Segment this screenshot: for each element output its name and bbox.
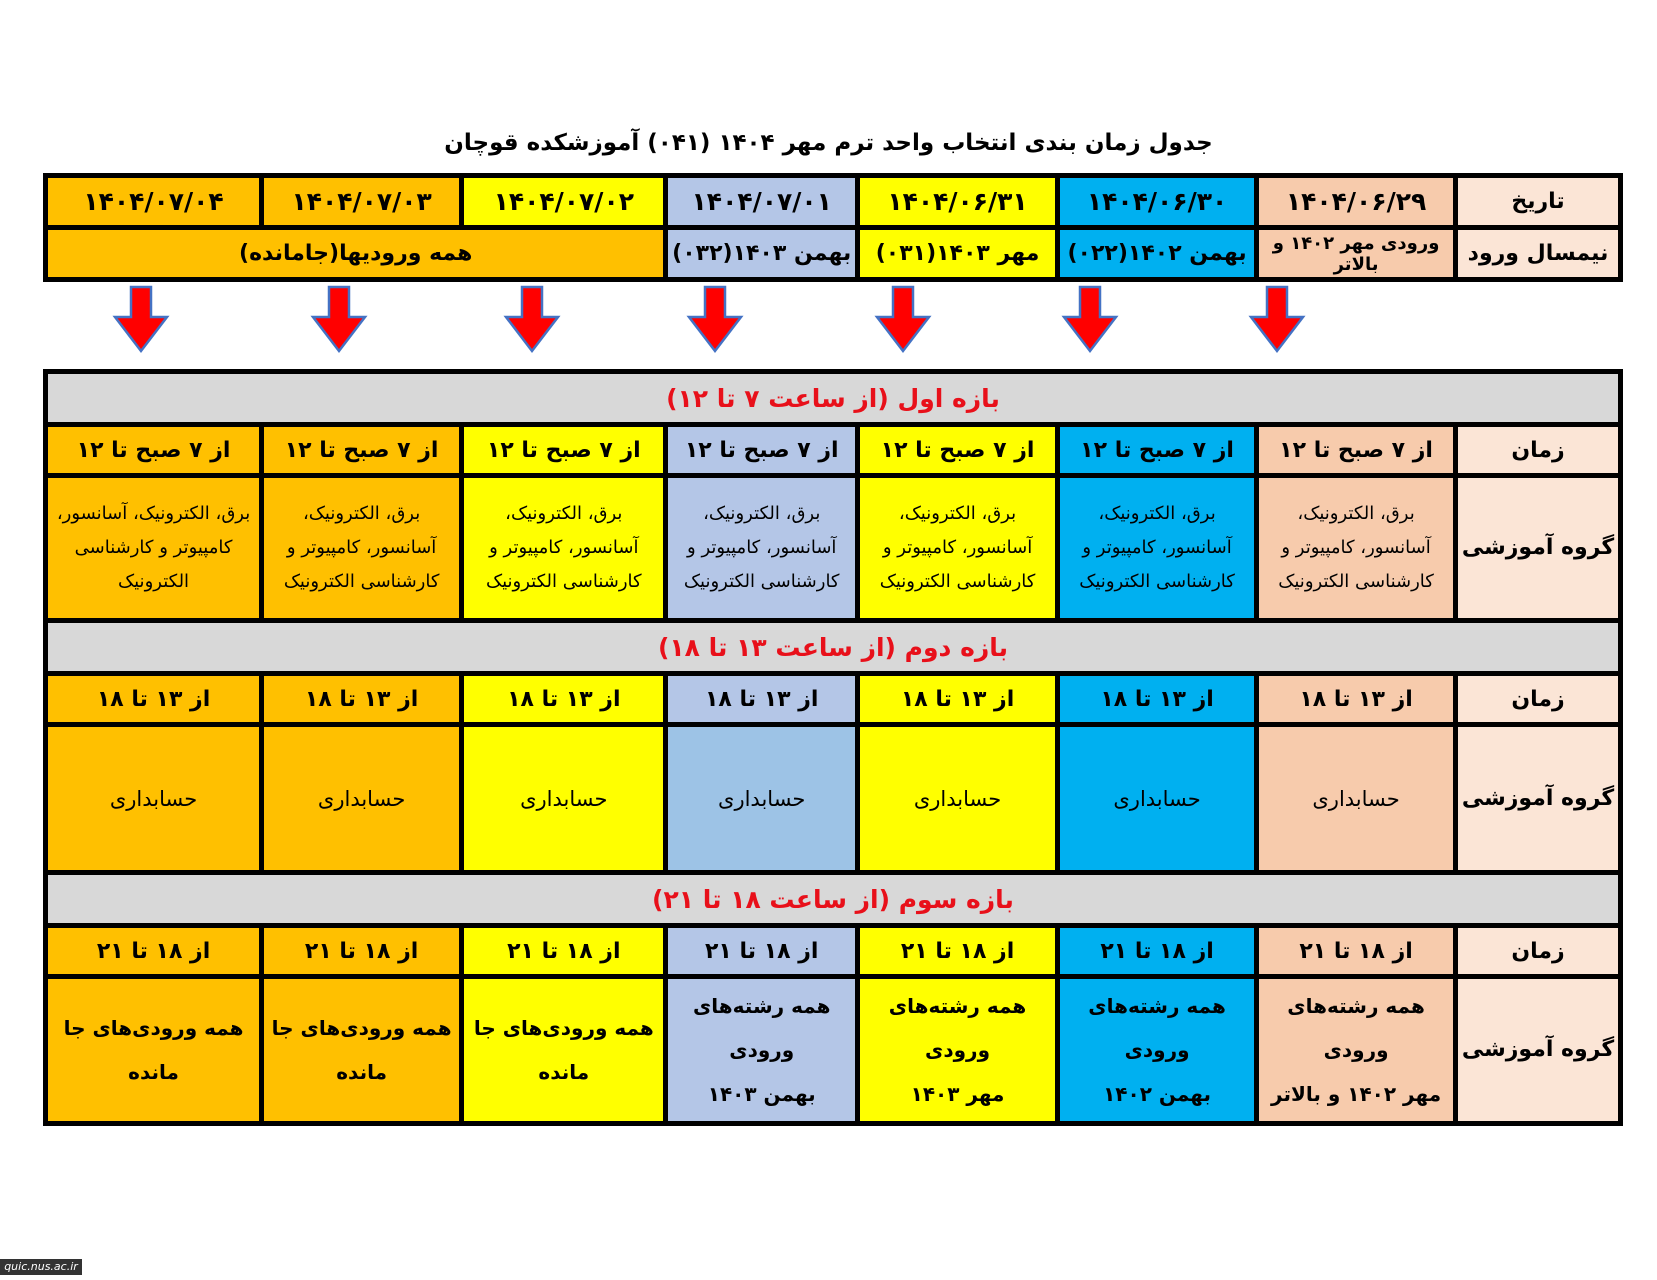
time-cell: از ۱۸ تا ۲۱ [46,926,262,977]
down-arrow-icon [873,285,933,355]
time-cell: از ۱۳ تا ۱۸ [1058,674,1257,725]
group-line: الکترونیک [118,571,190,593]
entry-cell: بهمن ۱۴۰۲(۰۲۲) [1058,228,1257,280]
time-cell: از ۷ صبح تا ۱۲ [462,425,666,476]
group-cell: حسابداری [262,725,462,873]
time-cell: از ۷ صبح تا ۱۲ [262,425,462,476]
group-line: برق، الکترونیک، آسانسور، [56,502,251,524]
group-line: کارشناسی الکترونیک [1278,571,1434,593]
time-label: زمان [1456,674,1621,725]
period2-group-row [46,725,1621,873]
group-cell: حسابداری [666,725,858,873]
group-line: برق، الکترونیک، [505,502,623,524]
time-cell: از ۷ صبح تا ۱۲ [46,425,262,476]
date-cell: ۱۴۰۴/۰۷/۰۱ [666,176,858,228]
period3-time-row [46,926,1621,977]
down-arrow-icon [111,285,171,355]
group-line: برق، الکترونیک، [302,502,421,524]
group-line: برق، الکترونیک، [703,502,821,524]
group-line: مانده [538,1060,590,1084]
group-cell [1257,476,1456,621]
group-line: بهمن ۱۴۰۲ [1103,1082,1212,1106]
time-cell: از ۱۳ تا ۱۸ [46,674,262,725]
group-line: کارشناسی الکترونیک [683,571,840,593]
period-header: بازه اول (از ساعت ۷ تا ۱۲) [46,372,1621,425]
footer-url: quic.nus.ac.ir [0,1259,82,1275]
time-cell: از ۱۳ تا ۱۸ [1257,674,1456,725]
group-cell [262,977,462,1124]
time-cell: از ۷ صبح تا ۱۲ [666,425,858,476]
period-header: بازه دوم (از ساعت ۱۳ تا ۱۸) [46,621,1621,674]
group-line: مهر ۱۴۰۳ [910,1082,1005,1106]
entries-row [46,228,1621,280]
group-line: بهمن ۱۴۰۳ [707,1082,816,1106]
group-line: آسانسور، کامپیوتر و [489,536,639,558]
group-cell [46,476,262,621]
down-arrow-icon [685,285,745,355]
group-cell: حسابداری [462,725,666,873]
group-line: کارشناسی الکترونیک [283,571,440,593]
period3-group-row [46,977,1621,1124]
group-line: همه ورودی‌های جا مانده [63,1016,244,1084]
entry-cell: بهمن ۱۴۰۳(۰۳۲) [666,228,858,280]
group-line: برق، الکترونیک، [1098,502,1216,524]
entry-cell: ورودی مهر ۱۴۰۲ و بالاتر [1257,228,1456,280]
group-line: آسانسور، کامپیوتر و [1082,536,1232,558]
period1-time-row [46,425,1621,476]
group-cell [858,977,1058,1124]
time-cell: از ۱۸ تا ۲۱ [1257,926,1456,977]
group-line: کارشناسی الکترونیک [1079,571,1235,593]
group-cell: حسابداری [858,725,1058,873]
entry-cell: همه ورودیها(جامانده) [46,228,666,280]
period1-header-row [46,372,1621,425]
time-label: زمان [1456,926,1621,977]
group-line: همه رشته‌های ورودی [888,994,1027,1062]
period1-group-row [46,476,1621,621]
date-cell: ۱۴۰۴/۰۶/۳۱ [858,176,1058,228]
time-cell: از ۱۸ تا ۲۱ [858,926,1058,977]
period-header: بازه سوم (از ساعت ۱۸ تا ۲۱) [46,873,1621,926]
time-cell: از ۱۸ تا ۲۱ [462,926,666,977]
date-cell: ۱۴۰۴/۰۷/۰۲ [462,176,666,228]
group-cell [666,977,858,1124]
entry-cell: مهر ۱۴۰۳(۰۳۱) [858,228,1058,280]
time-cell: از ۱۳ تا ۱۸ [666,674,858,725]
time-cell: از ۱۸ تا ۲۱ [262,926,462,977]
dates-table [43,173,1623,282]
group-line: آسانسور، کامپیوتر و [1281,536,1431,558]
period3-header-row [46,873,1621,926]
group-line: مهر ۱۴۰۲ و بالاتر [1271,1082,1442,1106]
time-cell: از ۱۳ تا ۱۸ [858,674,1058,725]
time-cell: از ۷ صبح تا ۱۲ [858,425,1058,476]
group-cell: حسابداری [46,725,262,873]
time-cell: از ۷ صبح تا ۱۲ [1058,425,1257,476]
group-cell [462,977,666,1124]
page-title: جدول زمان بندی انتخاب واحد ترم مهر ۱۴۰۴ (۰۴۱) آموزشکده قوچان [444,130,1213,156]
group-cell [1058,476,1257,621]
time-cell: از ۱۸ تا ۲۱ [1058,926,1257,977]
arrows-row [43,285,1623,355]
entry-label: نیمسال ورود [1456,228,1621,280]
down-arrow-icon [1060,285,1120,355]
group-cell: حسابداری [1257,725,1456,873]
group-line: برق، الکترونیک، [898,502,1017,524]
group-cell [262,476,462,621]
time-cell: از ۱۳ تا ۱۸ [462,674,666,725]
down-arrow-icon [1247,285,1307,355]
dates-row [46,176,1621,228]
group-cell [46,977,262,1124]
down-arrow-icon [309,285,369,355]
group-line: آسانسور، کامپیوتر و [882,536,1033,558]
group-line: همه ورودی‌های جا [271,1016,452,1040]
group-line: کارشناسی الکترونیک [879,571,1036,593]
group-cell [1058,977,1257,1124]
period2-header-row [46,621,1621,674]
down-arrow-icon [502,285,562,355]
period2-time-row [46,674,1621,725]
date-cell: ۱۴۰۴/۰۶/۲۹ [1257,176,1456,228]
date-cell: ۱۴۰۴/۰۶/۳۰ [1058,176,1257,228]
time-cell: از ۱۳ تا ۱۸ [262,674,462,725]
date-label: تاریخ [1456,176,1621,228]
group-line: همه ورودی‌های جا [473,1016,654,1040]
group-cell [858,476,1058,621]
group-line: همه رشته‌های ورودی [1088,994,1226,1062]
group-line: آسانسور، کامپیوتر و [687,536,837,558]
time-cell: از ۱۸ تا ۲۱ [666,926,858,977]
date-cell: ۱۴۰۴/۰۷/۰۴ [46,176,262,228]
group-line: آسانسور، کامپیوتر و [286,536,437,558]
group-line: همه رشته‌های ورودی [692,994,831,1062]
group-line: برق، الکترونیک، [1297,502,1415,524]
group-line: کارشناسی الکترونیک [486,571,642,593]
time-label: زمان [1456,425,1621,476]
group-cell [462,476,666,621]
group-cell [1257,977,1456,1124]
group-cell [666,476,858,621]
group-cell: حسابداری [1058,725,1257,873]
date-cell: ۱۴۰۴/۰۷/۰۳ [262,176,462,228]
group-label: گروه آموزشی [1456,977,1621,1124]
time-cell: از ۷ صبح تا ۱۲ [1257,425,1456,476]
group-label: گروه آموزشی [1456,725,1621,873]
group-line: کامپیوتر و کارشناسی [74,536,233,558]
schedule-table [43,369,1623,1126]
group-line: مانده [336,1060,387,1084]
group-line: همه رشته‌های ورودی [1287,994,1425,1062]
group-label: گروه آموزشی [1456,476,1621,621]
